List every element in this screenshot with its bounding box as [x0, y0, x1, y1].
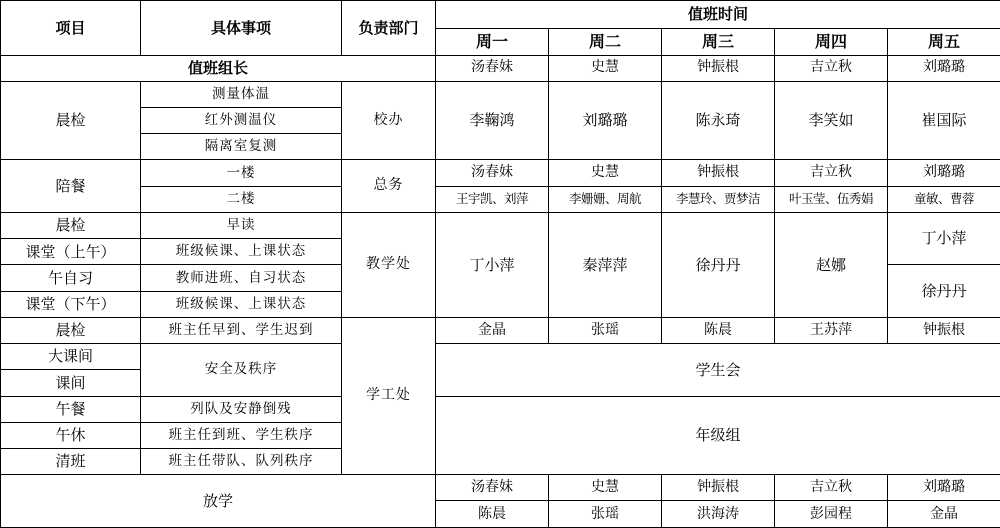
student-morning-mon: 金晶	[436, 317, 549, 343]
dismissal-row1-wed: 钟振根	[662, 475, 775, 501]
header-department: 负责部门	[342, 1, 436, 56]
morning-check-label: 晨检	[1, 81, 141, 160]
academic-category: 课堂（上午）	[1, 239, 141, 265]
meal-floor-2: 二楼	[141, 186, 342, 212]
academic-item: 教师进班、自习状态	[141, 265, 342, 291]
student-affairs-category: 大课间	[1, 344, 141, 370]
student-affairs-category: 晨检	[1, 317, 141, 343]
academic-item: 班级候课、上课状态	[141, 291, 342, 317]
morning-check-item: 红外测温仪	[141, 107, 342, 133]
dismissal-label: 放学	[1, 475, 436, 528]
morning-check-mon: 李鞠鸿	[436, 81, 549, 160]
student-union-group: 学生会	[436, 344, 1000, 396]
leader-tue: 史慧	[549, 55, 662, 81]
meal-floor1-tue: 史慧	[549, 160, 662, 186]
student-morning-fri: 钟振根	[888, 317, 1000, 343]
academic-fri-morning: 丁小萍	[888, 212, 1000, 264]
dismissal-row1-thu: 吉立秋	[775, 475, 888, 501]
student-affairs-item: 班主任带队、队列秩序	[141, 449, 342, 475]
student-affairs-item: 列队及安静倒残	[141, 396, 342, 422]
academic-category: 课堂（下午）	[1, 291, 141, 317]
student-morning-wed: 陈晨	[662, 317, 775, 343]
meal-floor1-fri: 刘璐璐	[888, 160, 1000, 186]
student-affairs-item: 班主任到班、学生秩序	[141, 422, 342, 448]
header-day-wed: 周三	[662, 29, 775, 55]
academic-category: 午自习	[1, 265, 141, 291]
academic-wed: 徐丹丹	[662, 212, 775, 317]
meal-floor2-wed: 李慧玲、贾梦洁	[662, 186, 775, 212]
academic-category: 晨检	[1, 212, 141, 238]
academic-fri-afternoon: 徐丹丹	[888, 265, 1000, 317]
academic-item: 早读	[141, 212, 342, 238]
student-affairs-item: 班主任早到、学生迟到	[141, 317, 342, 343]
header-day-tue: 周二	[549, 29, 662, 55]
academic-tue: 秦萍萍	[549, 212, 662, 317]
student-affairs-category: 清班	[1, 449, 141, 475]
morning-check-fri: 崔国际	[888, 81, 1000, 160]
meal-label: 陪餐	[1, 160, 141, 212]
student-morning-thu: 王苏萍	[775, 317, 888, 343]
dismissal-row2-tue: 张瑶	[549, 501, 662, 528]
leader-label: 值班组长	[1, 55, 436, 81]
morning-check-item: 隔离室复测	[141, 134, 342, 160]
dept-general-affairs: 总务	[342, 160, 436, 212]
dept-office: 校办	[342, 81, 436, 160]
dept-student-affairs: 学工处	[342, 317, 436, 474]
header-items: 具体事项	[141, 1, 342, 56]
academic-mon: 丁小萍	[436, 212, 549, 317]
meal-floor1-mon: 汤春妹	[436, 160, 549, 186]
student-affairs-category: 课间	[1, 370, 141, 396]
dismissal-row2-wed: 洪海涛	[662, 501, 775, 528]
morning-check-thu: 李笑如	[775, 81, 888, 160]
header-day-thu: 周四	[775, 29, 888, 55]
morning-check-tue: 刘璐璐	[549, 81, 662, 160]
dismissal-row2-mon: 陈晨	[436, 501, 549, 528]
meal-floor2-thu: 叶玉莹、伍秀娟	[775, 186, 888, 212]
leader-wed: 钟振根	[662, 55, 775, 81]
dept-academic: 教学处	[342, 212, 436, 317]
meal-floor1-wed: 钟振根	[662, 160, 775, 186]
leader-fri: 刘璐璐	[888, 55, 1000, 81]
meal-floor2-fri: 童敏、曹蓉	[888, 186, 1000, 212]
student-affairs-category: 午餐	[1, 396, 141, 422]
meal-floor-1: 一楼	[141, 160, 342, 186]
meal-floor2-tue: 李姗姗、周航	[549, 186, 662, 212]
leader-mon: 汤春妹	[436, 55, 549, 81]
header-day-mon: 周一	[436, 29, 549, 55]
grade-group: 年级组	[436, 396, 1000, 475]
student-morning-tue: 张瑶	[549, 317, 662, 343]
dismissal-row1-mon: 汤春妹	[436, 475, 549, 501]
header-day-fri: 周五	[888, 29, 1000, 55]
morning-check-item: 测量体温	[141, 81, 342, 107]
dismissal-row1-tue: 史慧	[549, 475, 662, 501]
meal-floor1-thu: 吉立秋	[775, 160, 888, 186]
dismissal-row1-fri: 刘璐璐	[888, 475, 1000, 501]
meal-floor2-mon: 王宇凯、刘萍	[436, 186, 549, 212]
dismissal-row2-fri: 金晶	[888, 501, 1000, 528]
header-duty-time: 值班时间	[436, 1, 1000, 29]
header-project: 项目	[1, 1, 141, 56]
leader-thu: 吉立秋	[775, 55, 888, 81]
dismissal-row2-thu: 彭园程	[775, 501, 888, 528]
academic-thu: 赵娜	[775, 212, 888, 317]
student-affairs-item: 安全及秩序	[141, 344, 342, 396]
student-affairs-category: 午休	[1, 422, 141, 448]
morning-check-wed: 陈永琦	[662, 81, 775, 160]
academic-item: 班级候课、上课状态	[141, 239, 342, 265]
